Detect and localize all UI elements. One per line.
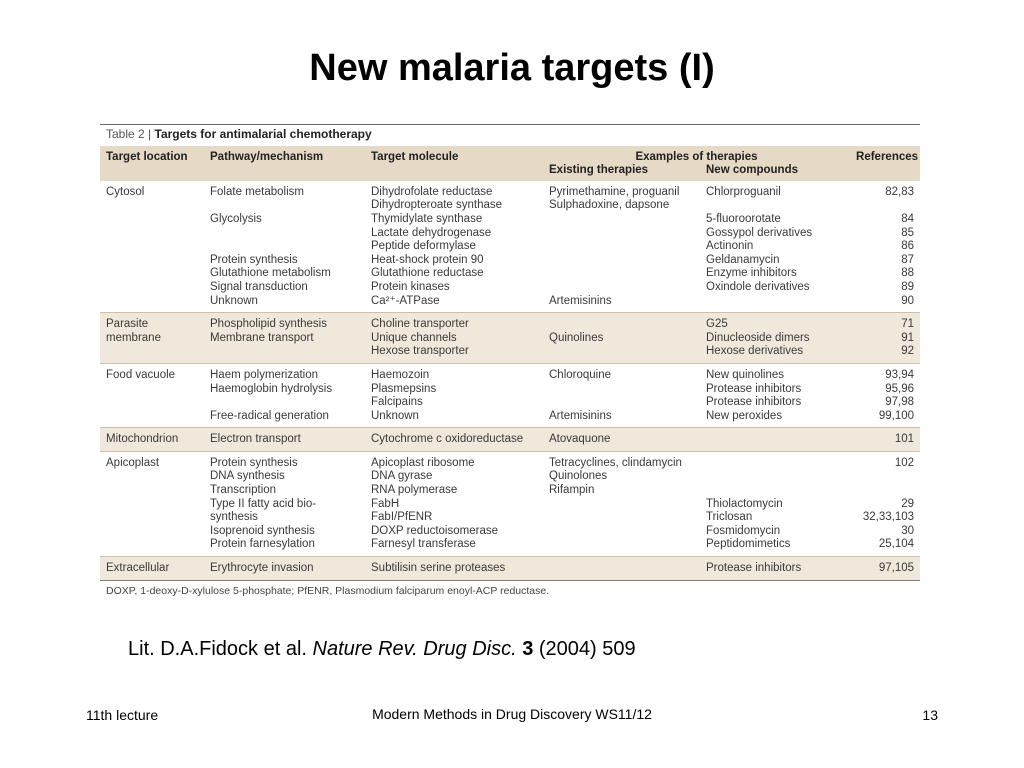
cell-line: Protease inhibitors [706,396,802,409]
cell-line [210,240,359,254]
cell-line [549,267,694,281]
cell-target-location [100,557,204,580]
cell-target-molecule [365,181,543,313]
cell-line: Choline transporter [371,318,469,331]
table-row [100,428,920,452]
cell-target-location [100,313,204,364]
cell-line [549,254,694,268]
cell-line: 88 [901,267,915,280]
cell-line: Protease inhibitors [706,562,802,575]
cell-line: Glutathione metabolism [210,267,331,280]
cell-pathway [204,181,365,313]
cell-line [549,538,694,552]
literature-volume: 3 [522,638,534,660]
cell-line: Protein synthesis [210,253,298,266]
cell-new-compounds [700,181,850,313]
cell-line: 85 [901,226,915,239]
cell-line [706,199,844,213]
cell-new-compounds [700,313,850,364]
cell-line: Fosmidomycin [706,524,781,537]
table-row [100,363,920,427]
cell-existing-therapies [543,451,700,556]
cell-line [210,396,359,410]
cell-line [706,457,844,471]
cell-references [850,557,920,580]
cell-line: 82,83 [885,185,915,198]
cell-line [549,240,694,254]
cell-line: Apicoplast [106,456,160,469]
targets-table [100,146,920,580]
cell-line: Plasmepsins [371,382,437,395]
cell-line: Gossypol derivatives [706,226,813,239]
cell-line: DNA gyrase [371,470,433,483]
cell-line [210,199,359,213]
cell-line: Dinucleoside dimers [706,331,810,344]
cell-line: 5-fluoroorotate [706,212,781,225]
cell-line: 101 [894,433,915,446]
table-caption-title: Targets for antimalarial chemotherapy [154,127,372,141]
cell-line: Subtilisin serine proteases [371,562,506,575]
cell-line: 93,94 [885,368,915,381]
cell-line: 86 [901,240,915,253]
cell-existing-therapies [543,557,700,580]
literature-journal: Nature Rev. Drug Disc. [312,638,517,660]
cell-line: Tetracyclines, clindamycin [549,456,682,469]
cell-line: Transcription [210,484,277,497]
cell-line: 84 [901,212,915,225]
cell-line: New quinolines [706,368,784,381]
cell-line: Parasite [106,318,149,331]
cell-line: Haemozoin [371,368,430,381]
cell-line [549,318,694,332]
cell-references [850,428,920,452]
cell-line: 32,33,103 [862,511,915,524]
cell-line: Thiolactomycin [706,497,783,510]
cell-line: 30 [901,524,915,537]
cell-line: 29 [901,497,915,510]
literature-prefix: Lit. D.A.Fidock et al. [128,638,313,660]
cell-line: G25 [706,318,728,331]
cell-pathway [204,557,365,580]
cell-line: Food vacuole [106,368,176,381]
cell-line: 99,100 [878,409,915,422]
cell-pathway [204,363,365,427]
cell-line [549,281,694,295]
cell-line: Electron transport [210,433,301,446]
cell-line [706,433,844,447]
cell-pathway [204,313,365,364]
cell-line: Protein farnesylation [210,538,315,551]
cell-references [850,363,920,427]
cell-line: Unique channels [371,331,457,344]
cell-line: Haemoglobin hydrolysis [210,382,333,395]
cell-line: Falcipains [371,396,423,409]
cell-line: Mitochondrion [106,433,179,446]
cell-line: New peroxides [706,409,783,422]
cell-line: FabH [371,497,400,510]
targets-table-figure [100,124,920,604]
cell-line: Glycolysis [210,212,262,225]
cell-line: Artemisinins [549,294,612,307]
cell-line: Geldanamycin [706,253,780,266]
cell-line: RNA polymerase [371,484,458,497]
cell-line: Chlorproguanil [706,185,781,198]
cell-line: Hexose transporter [371,345,469,358]
cell-line: Peptide deformylase [371,240,476,253]
slide-title: New malaria targets (I) [309,47,715,89]
cell-line: Erythrocyte invasion [210,562,314,575]
footer-course: Modern Methods in Drug Discovery WS11/12 [372,706,652,722]
header-target-location: Target location [106,150,188,163]
cell-line: FabI/PfENR [371,511,433,524]
cell-existing-therapies [543,428,700,452]
cell-line: Thymidylate synthase [371,212,483,225]
cell-line: Triclosan [706,511,753,524]
cell-target-molecule [365,363,543,427]
cell-line [856,484,914,498]
header-examples-of-therapies [543,146,850,181]
cell-line [549,498,694,512]
cell-line [549,383,694,397]
cell-line: Rifampin [549,484,595,497]
cell-line: Actinonin [706,240,754,253]
cell-line: 97,98 [885,396,915,409]
cell-line [706,484,844,498]
cell-existing-therapies [543,313,700,364]
cell-line [706,295,844,309]
footer-lecture: 11th lecture [86,707,159,723]
cell-line: 87 [901,253,915,266]
header-new-compounds: New compounds [706,164,799,177]
cell-line [549,227,694,241]
cell-target-location [100,451,204,556]
cell-target-molecule [365,428,543,452]
cell-line: 71 [901,318,915,331]
cell-line [549,345,694,359]
cell-new-compounds [700,451,850,556]
cell-references [850,181,920,313]
table-row [100,313,920,364]
cell-existing-therapies [543,181,700,313]
cell-line: Dihydropteroate synthase [371,199,503,212]
cell-line: Signal transduction [210,280,308,293]
cell-line: Free-radical generation [210,409,329,422]
cell-line: Type II fatty acid bio- [210,497,317,510]
table-footnote: DOXP, 1-deoxy-D-xylulose 5-phosphate; PfENR, Plasmodium falciparum enoyl-ACP reductase. [100,580,920,605]
cell-line [549,562,694,576]
cell-line: Farnesyl transferase [371,538,476,551]
cell-pathway [204,428,365,452]
cell-line: Unknown [210,294,258,307]
cell-line: 25,104 [878,538,915,551]
cell-line: Glutathione reductase [371,267,484,280]
cell-line: Unknown [371,409,419,422]
cell-target-molecule [365,557,543,580]
header-subcolumns [549,164,844,178]
cell-line: Membrane transport [210,331,314,344]
cell-line: Phospholipid synthesis [210,318,327,331]
cell-line: Protease inhibitors [706,382,802,395]
cell-target-molecule [365,313,543,364]
cell-line: Sulphadoxine, dapsone [549,199,670,212]
cell-target-molecule [365,451,543,556]
table-body [100,181,920,580]
cell-pathway [204,451,365,556]
cell-existing-therapies [543,363,700,427]
table-caption-prefix: Table 2 | [106,127,152,141]
header-references: References [856,150,919,163]
footer-page-number: 13 [922,707,938,723]
table-caption [100,124,920,146]
cell-line: Apicoplast ribosome [371,456,475,469]
header-examples: Examples of therapies [635,150,758,163]
cell-line: DNA synthesis [210,470,285,483]
cell-line [856,470,914,484]
cell-references [850,313,920,364]
cell-new-compounds [700,557,850,580]
cell-line: 89 [901,280,915,293]
cell-line: Ca²⁺-ATPase [371,294,440,307]
cell-line [210,227,359,241]
cell-line: 92 [901,345,915,358]
cell-line [549,511,694,525]
cell-line: Atovaquone [549,433,611,446]
cell-line: Cytochrome c oxidoreductase [371,433,524,446]
cell-line [549,396,694,410]
cell-line: 95,96 [885,382,915,395]
cell-line: Cytosol [106,185,145,198]
header-pathway: Pathway/mechanism [210,150,324,163]
table-row [100,557,920,580]
cell-line: Extracellular [106,562,170,575]
cell-references [850,451,920,556]
literature-rest: (2004) 509 [533,638,636,660]
cell-line: 91 [901,331,915,344]
table-row [100,451,920,556]
cell-line [549,213,694,227]
cell-line: Artemisinins [549,409,612,422]
cell-new-compounds [700,428,850,452]
cell-line: DOXP reductoisomerase [371,524,498,537]
cell-target-location [100,428,204,452]
cell-line: Pyrimethamine, proguanil [549,185,680,198]
header-existing: Existing therapies [549,164,649,177]
cell-target-location [100,363,204,427]
cell-line [856,199,914,213]
cell-line: Chloroquine [549,368,612,381]
cell-line [706,470,844,484]
cell-line: Dihydrofolate reductase [371,185,493,198]
cell-line: synthesis [210,511,258,524]
cell-target-location [100,181,204,313]
cell-line: 90 [901,294,915,307]
cell-line [210,345,359,359]
cell-line: Quinolones [549,470,608,483]
cell-line: Folate metabolism [210,185,304,198]
cell-line: membrane [106,331,161,344]
cell-line: Enzyme inhibitors [706,267,797,280]
cell-new-compounds [700,363,850,427]
header-target-molecule: Target molecule [371,150,459,163]
cell-line: Peptidomimetics [706,538,791,551]
cell-line: Oxindole derivatives [706,280,810,293]
table-row [100,181,920,313]
cell-line: Hexose derivatives [706,345,804,358]
literature-reference [128,636,636,662]
cell-line: Heat-shock protein 90 [371,253,484,266]
cell-line: 97,105 [878,562,915,575]
table-header-row [100,146,920,181]
cell-line: Lactate dehydrogenase [371,226,492,239]
cell-line: Haem polymerization [210,368,319,381]
cell-line: Quinolines [549,331,604,344]
cell-line: Protein synthesis [210,456,298,469]
cell-line: Isoprenoid synthesis [210,524,315,537]
cell-line [549,525,694,539]
cell-line: 102 [894,456,915,469]
cell-line: Protein kinases [371,280,450,293]
